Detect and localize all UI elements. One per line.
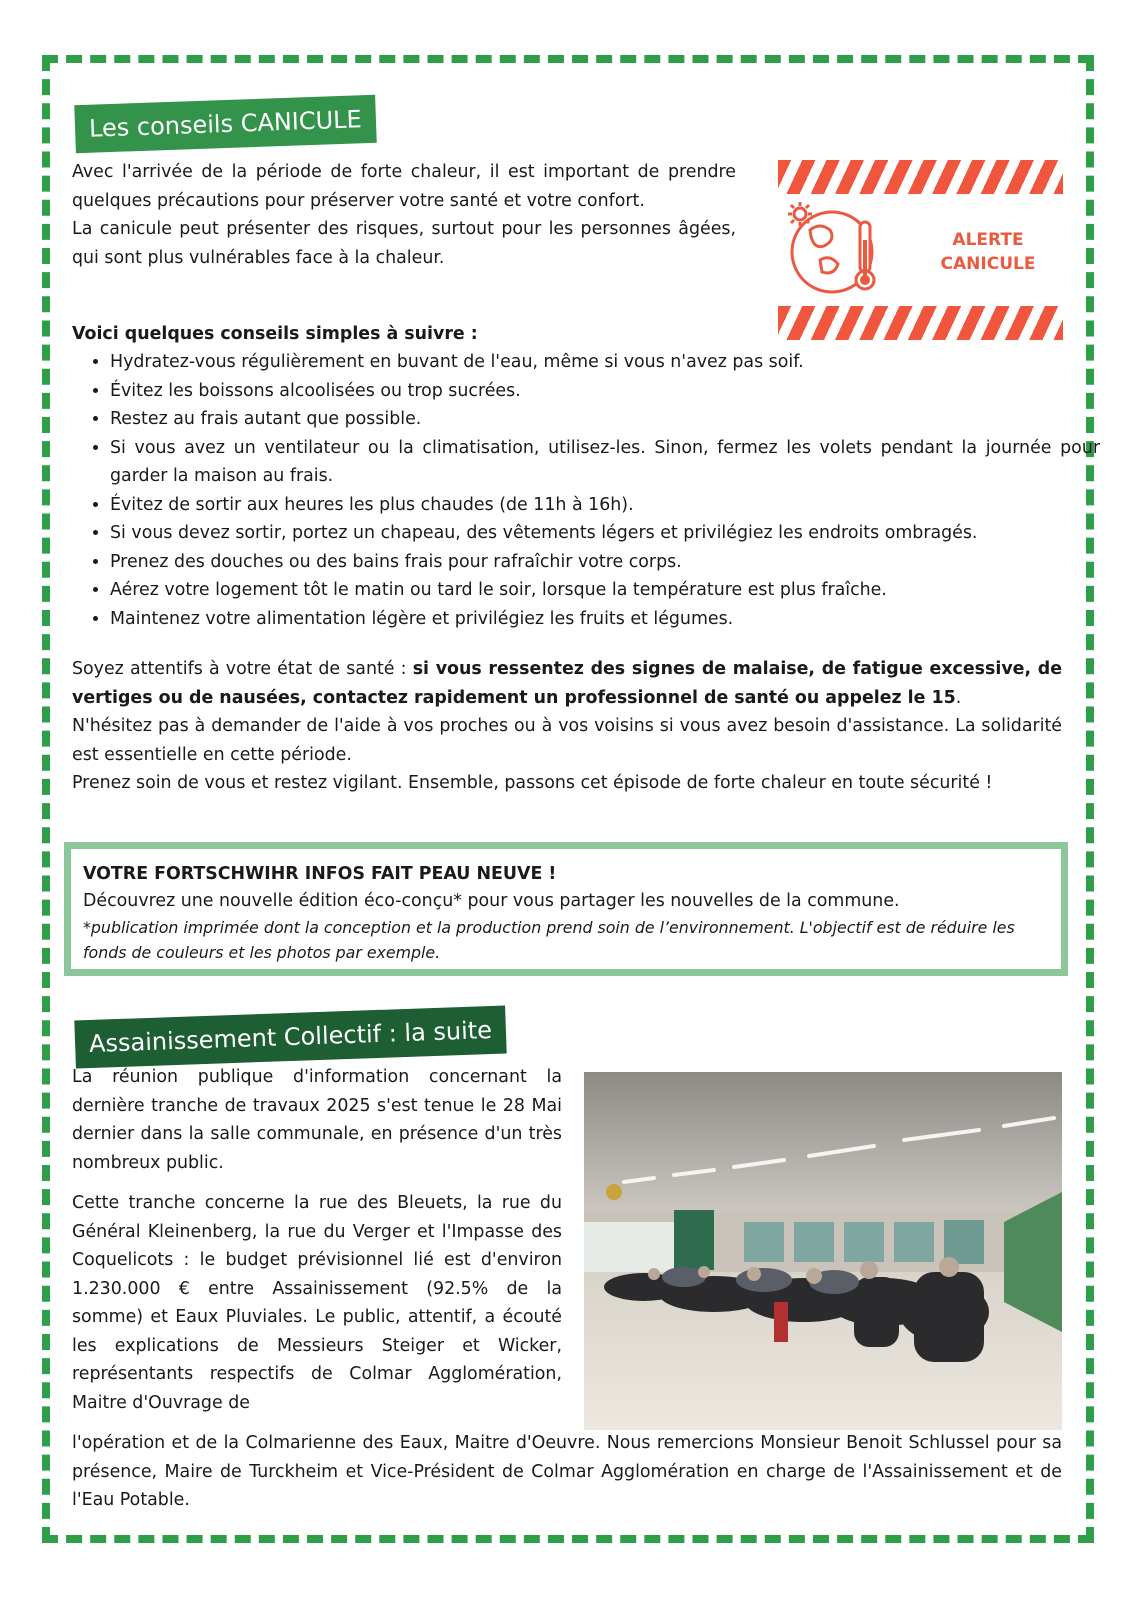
meeting-text	[72, 1063, 562, 1417]
health-prefix: Soyez attentifs à votre état de santé :	[72, 659, 413, 679]
heat-alert-graphic	[778, 160, 1063, 340]
info-box-title: VOTRE FORTSCHWIHR INFOS FAIT PEAU NEUVE !	[83, 864, 557, 884]
tips-list	[72, 348, 1100, 633]
intro-paragraph-2: La canicule peut présenter des risques, surtout pour les personnes âgées, qui sont plus vulnérables face à la chaleur.	[72, 219, 736, 268]
list-item: • Hydratez-vous régulièrement en buvant de l'eau, même si vous n'avez pas soif.	[110, 348, 1100, 377]
list-item: • Maintenez votre alimentation légère et privilégiez les fruits et légumes.	[110, 605, 1100, 634]
meeting-room-image	[584, 1072, 1062, 1430]
intro-paragraph-1: Avec l'arrivée de la période de forte chaleur, il est important de prendre quelques précautions pour préserver votre santé et votre confort.	[72, 162, 736, 211]
alert-label	[918, 228, 1058, 276]
health-warning: si vous ressentez des signes de malaise, de fatigue excessive, de vertiges ou de nausées, contactez rapidement un professionnel de santé ou appelez le 15	[72, 659, 1062, 708]
list-item: • Évitez de sortir aux heures les plus chaudes (de 11h à 16h).	[110, 491, 1100, 520]
health-text	[72, 655, 1062, 798]
assainissement-heading: Assainissement Collectif : la suite	[74, 1005, 506, 1068]
meeting-photo	[584, 1072, 1062, 1430]
canicule-heading: Les conseils CANICULE	[74, 95, 376, 153]
globe-thermometer-icon	[780, 200, 900, 300]
list-item: • Si vous devez sortir, portez un chapeau, des vêtements légers et privilégiez les endroits ombragés.	[110, 519, 1100, 548]
closing-paragraph: Prenez soin de vous et restez vigilant. Ensemble, passons cet épisode de forte chaleur en toute sécurité !	[72, 773, 993, 793]
alert-label-line1: ALERTE	[952, 230, 1024, 250]
list-item: • Évitez les boissons alcoolisées ou trop sucrées.	[110, 377, 1100, 406]
info-box	[64, 842, 1068, 976]
list-item: • Prenez des douches ou des bains frais pour rafraîchir votre corps.	[110, 548, 1100, 577]
tips-title: Voici quelques conseils simples à suivre :	[72, 324, 478, 344]
list-item: • Si vous avez un ventilateur ou la climatisation, utilisez-les. Sinon, fermez les volets pendant la journée pour garder la maison au frais.	[110, 434, 1100, 491]
health-paragraph	[72, 655, 1062, 712]
meeting-paragraph-1: La réunion publique d'information concernant la dernière tranche de travaux 2025 s'est tenue le 28 Mai dernier dans la salle communale, en présence d'un très nombreux public.	[72, 1067, 562, 1173]
info-box-note: *publication imprimée dont la conception et la production prend soin de l’environnement. L'objectif est de réduire les fonds de couleurs et les photos par exemple.	[83, 918, 1015, 962]
info-box-text: Découvrez une nouvelle édition éco-conçu* pour vous partager les nouvelles de la commune.	[83, 891, 900, 911]
health-suffix: .	[955, 687, 962, 708]
meeting-paragraph-3: l'opération et de la Colmarienne des Eaux, Maitre d'Oeuvre. Nous remercions Monsieur Benoit Schlussel pour sa présence, Maire de Turckheim et Vice-Président de Colmar Agglomération en charge de l'Assainissement et de l'Eau Potable.	[72, 1433, 1062, 1510]
list-item: • Restez au frais autant que possible.	[110, 405, 1100, 434]
intro-text	[72, 158, 736, 272]
meeting-paragraph-2: Cette tranche concerne la rue des Bleuets, la rue du Général Kleinenberg, la rue du Verger et l'Impasse des Coquelicots : le budget prévisionnel lié est d'environ 1.230.000 € entre Assainissement (92.5% de la somme) et Eaux Pluviales. Le public, attentif, a écouté les explications de Messieurs Steiger et Wicker, représentants respectifs de Colmar Agglomération, Maitre d'Ouvrage de	[72, 1193, 562, 1413]
alert-label-line2: CANICULE	[940, 254, 1036, 274]
help-paragraph: N'hésitez pas à demander de l'aide à vos proches ou à vos voisins si vous avez besoin d'assistance. La solidarité est essentielle en cette période.	[72, 716, 1062, 765]
warning-stripes-bottom	[778, 306, 1063, 340]
list-item: • Aérez votre logement tôt le matin ou tard le soir, lorsque la température est plus fraîche.	[110, 576, 1100, 605]
warning-stripes-top	[778, 160, 1063, 194]
